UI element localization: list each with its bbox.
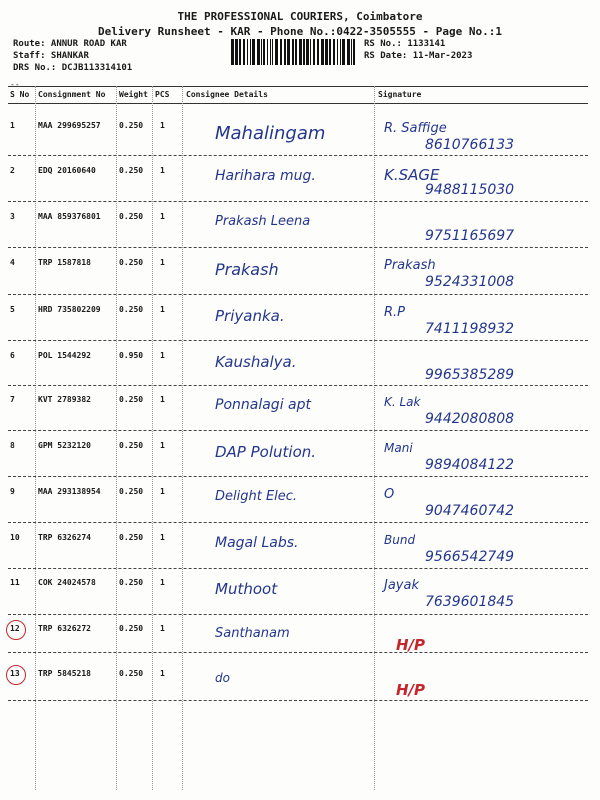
row-phone-handwriting: 9524331008 [425, 274, 515, 290]
col-header-pcs: PCS [155, 90, 170, 99]
row-pcs: 1 [160, 441, 165, 450]
row-sno: 4 [10, 258, 15, 267]
row-pcs: 1 [160, 533, 165, 542]
row-phone-handwriting: 9751165697 [425, 228, 515, 244]
row-pcs: 1 [160, 305, 165, 314]
row-separator [8, 340, 588, 341]
row-pcs: 1 [160, 624, 165, 633]
row-consignee-handwriting: Muthoot [215, 580, 278, 598]
row-consignee-handwriting: Kaushalya. [215, 353, 297, 371]
row-consignment-no: KVT 2789382 [38, 395, 91, 404]
header-top-rule [8, 86, 588, 87]
row-consignment-no: COK 24024578 [38, 578, 96, 587]
row-consignee-handwriting: Delight Elec. [215, 489, 298, 504]
row-consignment-no: TRP 6326272 [38, 624, 91, 633]
row-consignment-no: MAA 859376801 [38, 212, 101, 221]
row-weight: 0.250 [119, 578, 144, 587]
row-consignment-no: MAA 293138954 [38, 487, 101, 496]
row-consignment-no: TRP 6326274 [38, 533, 91, 542]
row-signature-handwriting: H/P [396, 681, 426, 699]
row-pcs: 1 [160, 578, 165, 587]
row-consignment-no: GPM 5232120 [38, 441, 91, 450]
row-weight: 0.250 [119, 121, 144, 130]
row-signature-handwriting: K.SAGE [384, 166, 440, 184]
row-separator [8, 568, 588, 569]
red-circle-mark [6, 665, 26, 685]
row-signature-handwriting: Jayak [384, 578, 419, 593]
row-consignee-handwriting: do [215, 671, 230, 685]
row-weight: 0.250 [119, 487, 144, 496]
row-separator [8, 700, 588, 701]
row-consignee-handwriting: Santhanam [215, 626, 290, 641]
row-consignment-no: HRD 735802209 [38, 305, 101, 314]
row-pcs: 1 [160, 395, 165, 404]
rs-date: RS Date: 11-Mar-2023 [364, 51, 473, 61]
barcode-image [231, 39, 359, 65]
row-consignee-handwriting: DAP Polution. [215, 443, 317, 461]
col-header-sno: S No [10, 90, 30, 99]
row-weight: 0.250 [119, 212, 144, 221]
row-weight: 0.250 [119, 624, 144, 633]
row-phone-handwriting: 9442080808 [425, 411, 515, 427]
row-phone-handwriting: 9488115030 [425, 182, 515, 198]
row-consignee-handwriting: Mahalingam [215, 123, 326, 144]
red-circle-mark [6, 620, 26, 640]
row-separator [8, 522, 588, 523]
row-signature-handwriting: H/P [396, 636, 426, 654]
row-separator [8, 155, 588, 156]
row-separator [8, 430, 588, 431]
row-phone-handwriting: 7639601845 [425, 594, 515, 610]
row-separator [8, 652, 588, 653]
col-divider [182, 86, 183, 790]
col-divider [35, 86, 36, 790]
row-consignment-no: POL 1544292 [38, 351, 91, 360]
row-weight: 0.250 [119, 305, 144, 314]
row-sno: 11 [10, 578, 20, 587]
row-phone-handwriting: 9965385289 [425, 367, 515, 383]
row-sno: 9 [10, 487, 15, 496]
row-weight: 0.250 [119, 669, 144, 678]
row-phone-handwriting: 7411198932 [425, 321, 515, 337]
row-pcs: 1 [160, 212, 165, 221]
row-weight: 0.250 [119, 258, 144, 267]
row-sno: 5 [10, 305, 15, 314]
row-sno: 13 [10, 669, 20, 678]
row-pcs: 1 [160, 166, 165, 175]
row-sno: 6 [10, 351, 15, 360]
row-weight: 0.250 [119, 533, 144, 542]
row-signature-handwriting: Bund [384, 533, 416, 547]
col-header-consignment: Consignment No [38, 90, 106, 99]
row-signature-handwriting: Mani [384, 441, 413, 455]
header-bottom-rule [8, 103, 588, 104]
separator-mark: -- [10, 80, 20, 89]
row-consignment-no: TRP 5845218 [38, 669, 91, 678]
row-phone-handwriting: 9566542749 [425, 549, 515, 565]
row-consignee-handwriting: Priyanka. [215, 307, 285, 325]
col-header-weight: Weight [119, 90, 148, 99]
row-sno: 1 [10, 121, 15, 130]
col-divider [116, 86, 117, 790]
row-pcs: 1 [160, 669, 165, 678]
row-weight: 0.950 [119, 351, 144, 360]
row-sno: 10 [10, 533, 20, 542]
row-sno: 3 [10, 212, 15, 221]
row-pcs: 1 [160, 487, 165, 496]
row-phone-handwriting: 8610766133 [425, 137, 515, 153]
drs-label: DRS No.: DCJB113314101 [13, 63, 133, 73]
row-phone-handwriting: 9047460742 [425, 503, 515, 519]
row-separator [8, 476, 588, 477]
row-pcs: 1 [160, 121, 165, 130]
col-header-consignee: Consignee Details [186, 90, 268, 99]
row-consignee-handwriting: Prakash [215, 260, 279, 279]
row-separator [8, 201, 588, 202]
row-sno: 2 [10, 166, 15, 175]
page-subtitle: Delivery Runsheet - KAR - Phone No.:0422-3505555 - Page No.:1 [98, 25, 502, 38]
row-signature-handwriting: R.P [384, 305, 406, 320]
row-sno: 12 [10, 624, 20, 633]
row-consignment-no: EDQ 20160640 [38, 166, 96, 175]
row-weight: 0.250 [119, 166, 144, 175]
row-consignment-no: MAA 299695257 [38, 121, 101, 130]
row-sno: 7 [10, 395, 15, 404]
row-phone-handwriting: 9894084122 [425, 457, 515, 473]
row-separator [8, 614, 588, 615]
row-sno: 8 [10, 441, 15, 450]
row-separator [8, 385, 588, 386]
row-consignee-handwriting: Ponnalagi apt [215, 397, 311, 413]
col-divider [152, 86, 153, 790]
row-signature-handwriting: K. Lak [384, 395, 421, 409]
col-header-signature: Signature [378, 90, 422, 99]
col-divider [374, 86, 375, 790]
row-consignment-no: TRP 1587818 [38, 258, 91, 267]
row-separator [8, 247, 588, 248]
row-pcs: 1 [160, 351, 165, 360]
row-pcs: 1 [160, 258, 165, 267]
row-signature-handwriting: Prakash [384, 258, 436, 273]
route-label: Route: ANNUR ROAD KAR [13, 39, 127, 49]
rs-number: RS No.: 1133141 [364, 39, 446, 49]
staff-label: Staff: SHANKAR [13, 51, 89, 61]
row-weight: 0.250 [119, 395, 144, 404]
row-separator [8, 294, 588, 295]
row-signature-handwriting: O [384, 487, 395, 502]
page-title: THE PROFESSIONAL COURIERS, Coimbatore [177, 10, 423, 23]
row-signature-handwriting: R. Saffige [384, 121, 447, 136]
row-consignee-handwriting: Harihara mug. [215, 168, 316, 184]
row-consignee-handwriting: Prakash Leena [215, 214, 311, 229]
row-consignee-handwriting: Magal Labs. [215, 535, 299, 551]
row-weight: 0.250 [119, 441, 144, 450]
